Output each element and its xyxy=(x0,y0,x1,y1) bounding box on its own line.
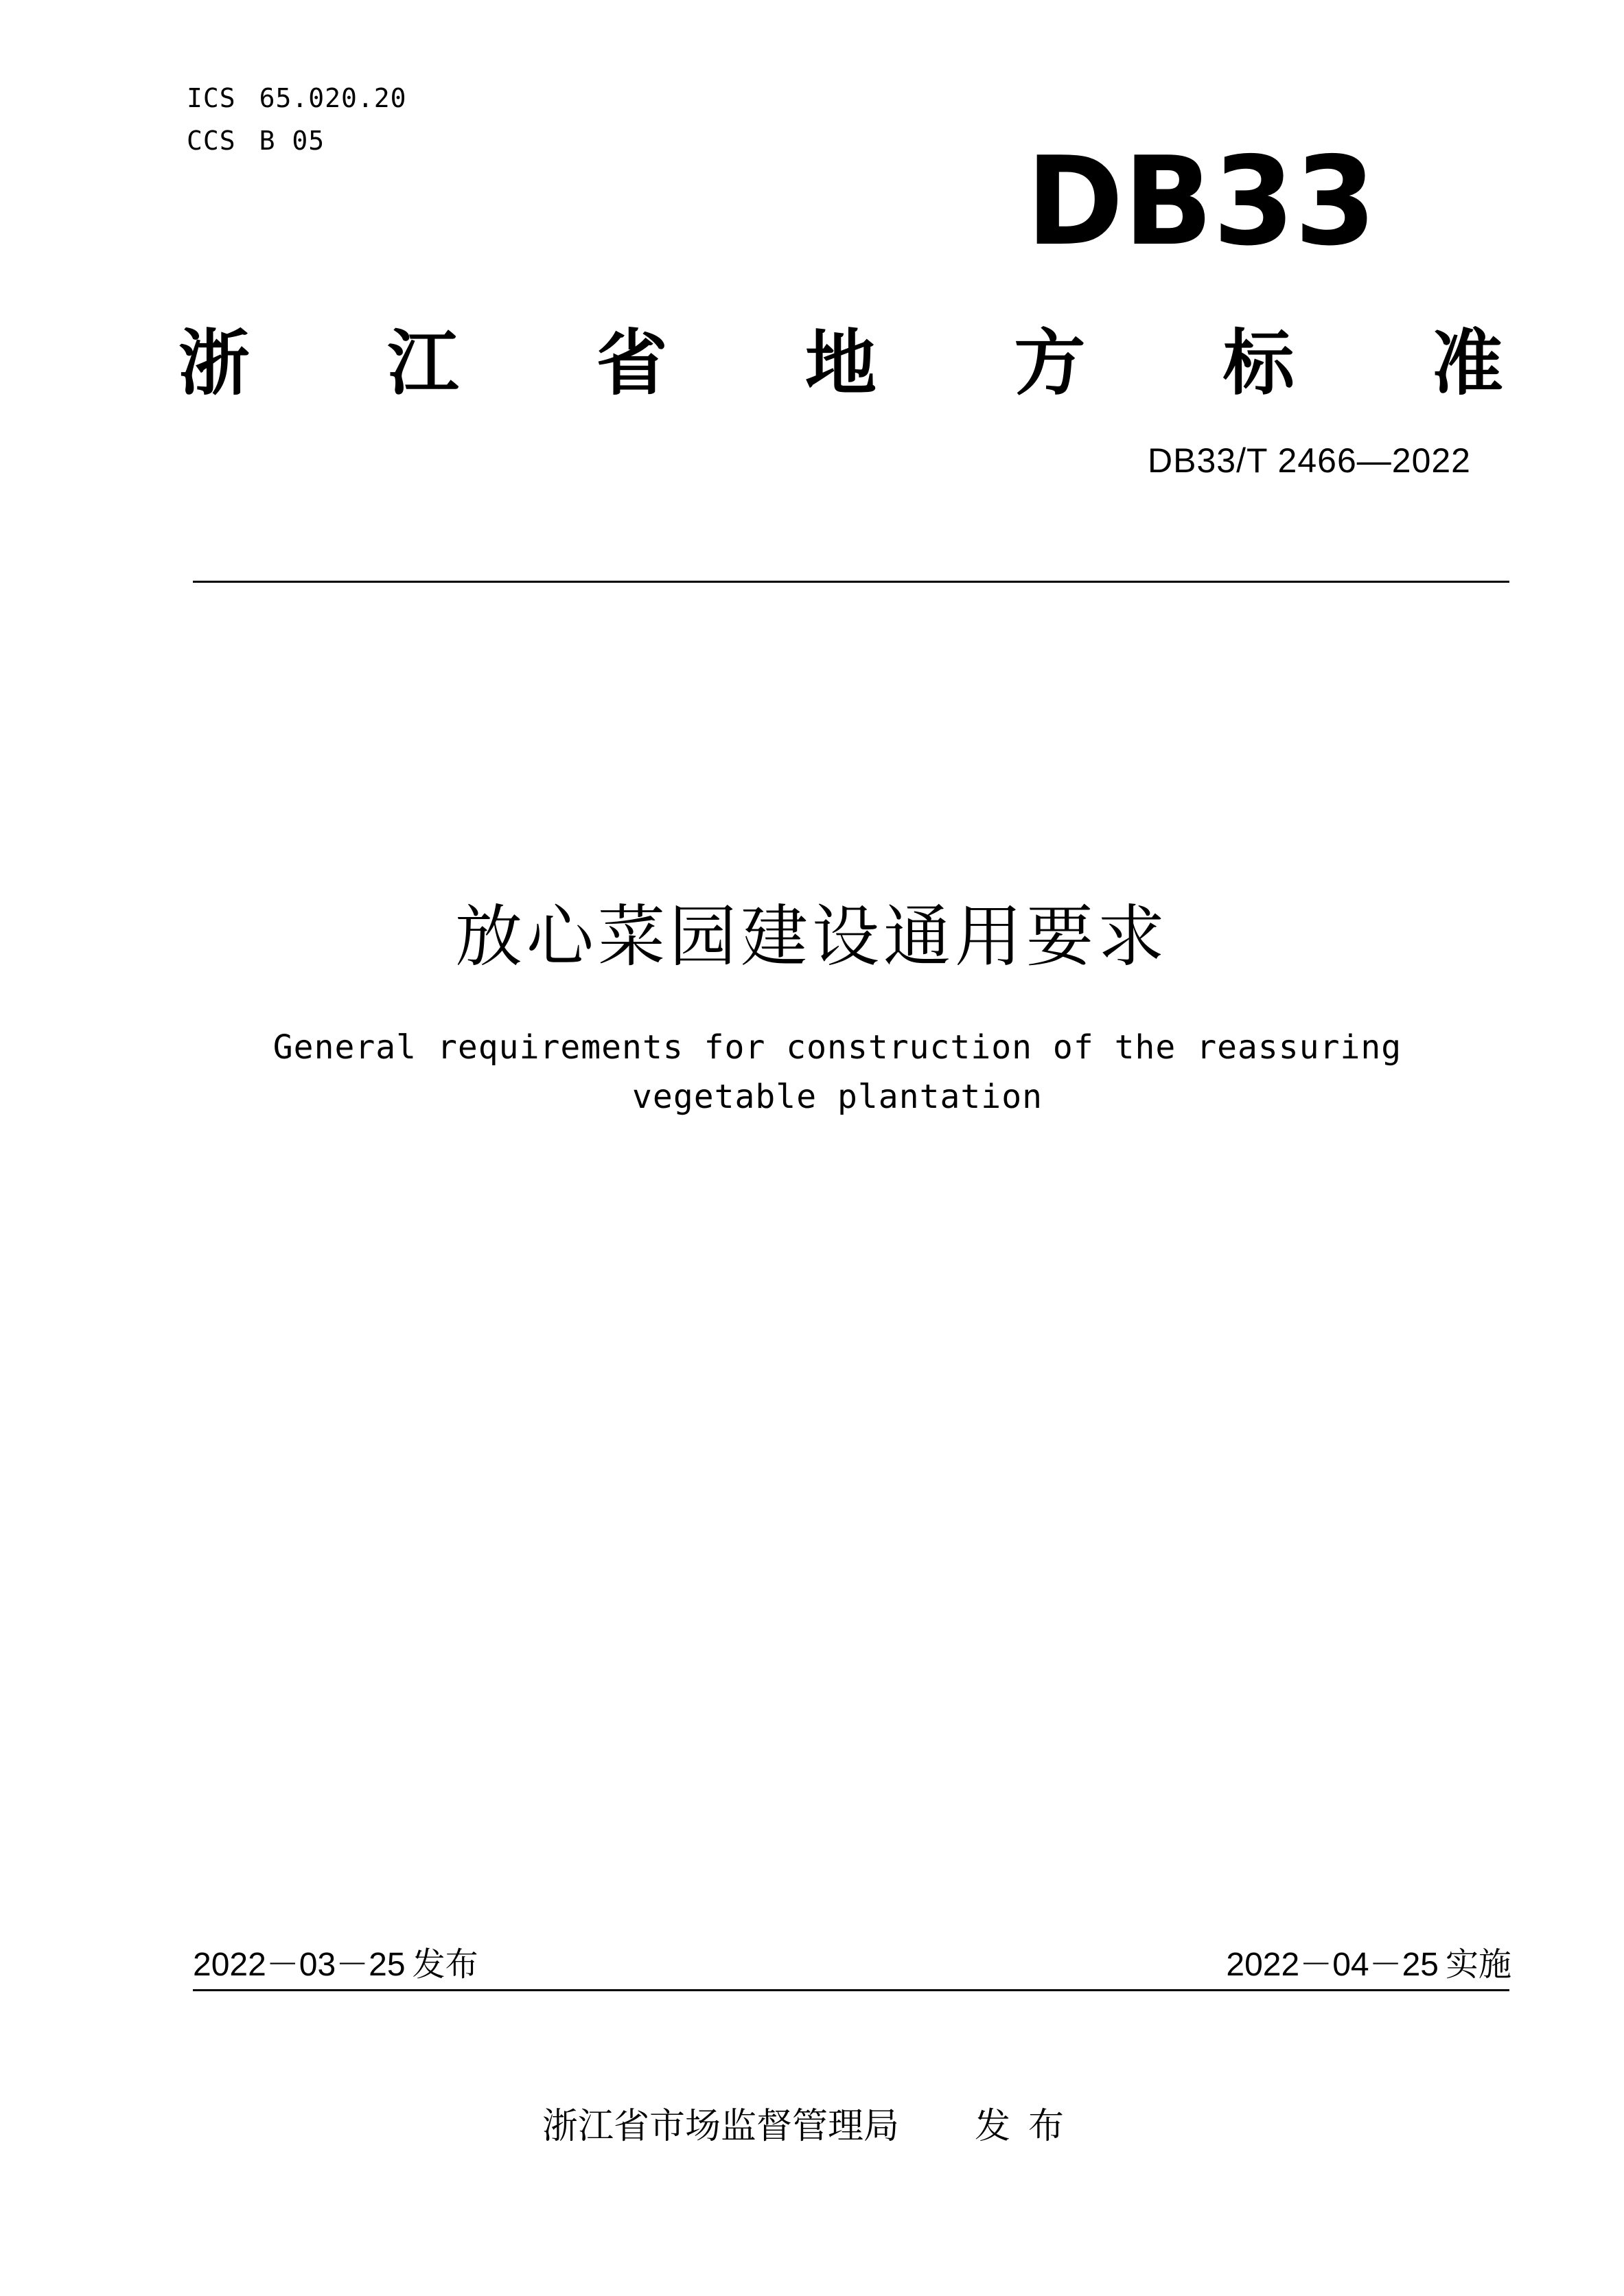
top-divider xyxy=(193,581,1509,583)
issue-label: 发布 xyxy=(412,1945,478,1984)
publisher-action: 发布 xyxy=(975,2106,1082,2147)
ics-value: 65.020.20 xyxy=(259,83,407,113)
publisher-name: 浙江省市场监督管理局 xyxy=(542,2106,899,2147)
authority-title xyxy=(178,312,1503,405)
authority-char: 浙 xyxy=(178,321,251,405)
ccs-code xyxy=(187,119,407,162)
authority-char: 标 xyxy=(1222,321,1295,405)
authority-char: 准 xyxy=(1431,321,1503,405)
classification-codes xyxy=(187,77,407,162)
ics-label: ICS xyxy=(187,83,236,113)
authority-char: 省 xyxy=(596,321,668,405)
issue-date-value: 2022－03－25 xyxy=(193,1947,406,1983)
authority-char: 方 xyxy=(1014,321,1086,405)
ics-code xyxy=(187,77,407,119)
bottom-divider xyxy=(193,1989,1509,1991)
db33-logo xyxy=(1026,141,1383,264)
db33-logo-text: DB33 xyxy=(1026,141,1376,264)
document-title-chinese: 放心菜园建设通用要求 xyxy=(454,898,1169,976)
authority-char: 江 xyxy=(387,321,459,405)
ccs-value: B 05 xyxy=(259,126,325,156)
issue-date xyxy=(193,1938,478,1985)
ccs-label: CCS xyxy=(187,126,236,156)
authority-char: 地 xyxy=(804,321,877,405)
implementation-date-value: 2022－04－25 xyxy=(1226,1947,1439,1983)
implementation-date xyxy=(1226,1938,1511,1985)
publisher-line xyxy=(0,2097,1624,2148)
standard-number: DB33/T 2466—2022 xyxy=(1148,441,1471,480)
document-title-english: General requirements for construction of the reassuring vegetable plantation xyxy=(272,1028,1402,1116)
implementation-label: 实施 xyxy=(1445,1945,1511,1984)
